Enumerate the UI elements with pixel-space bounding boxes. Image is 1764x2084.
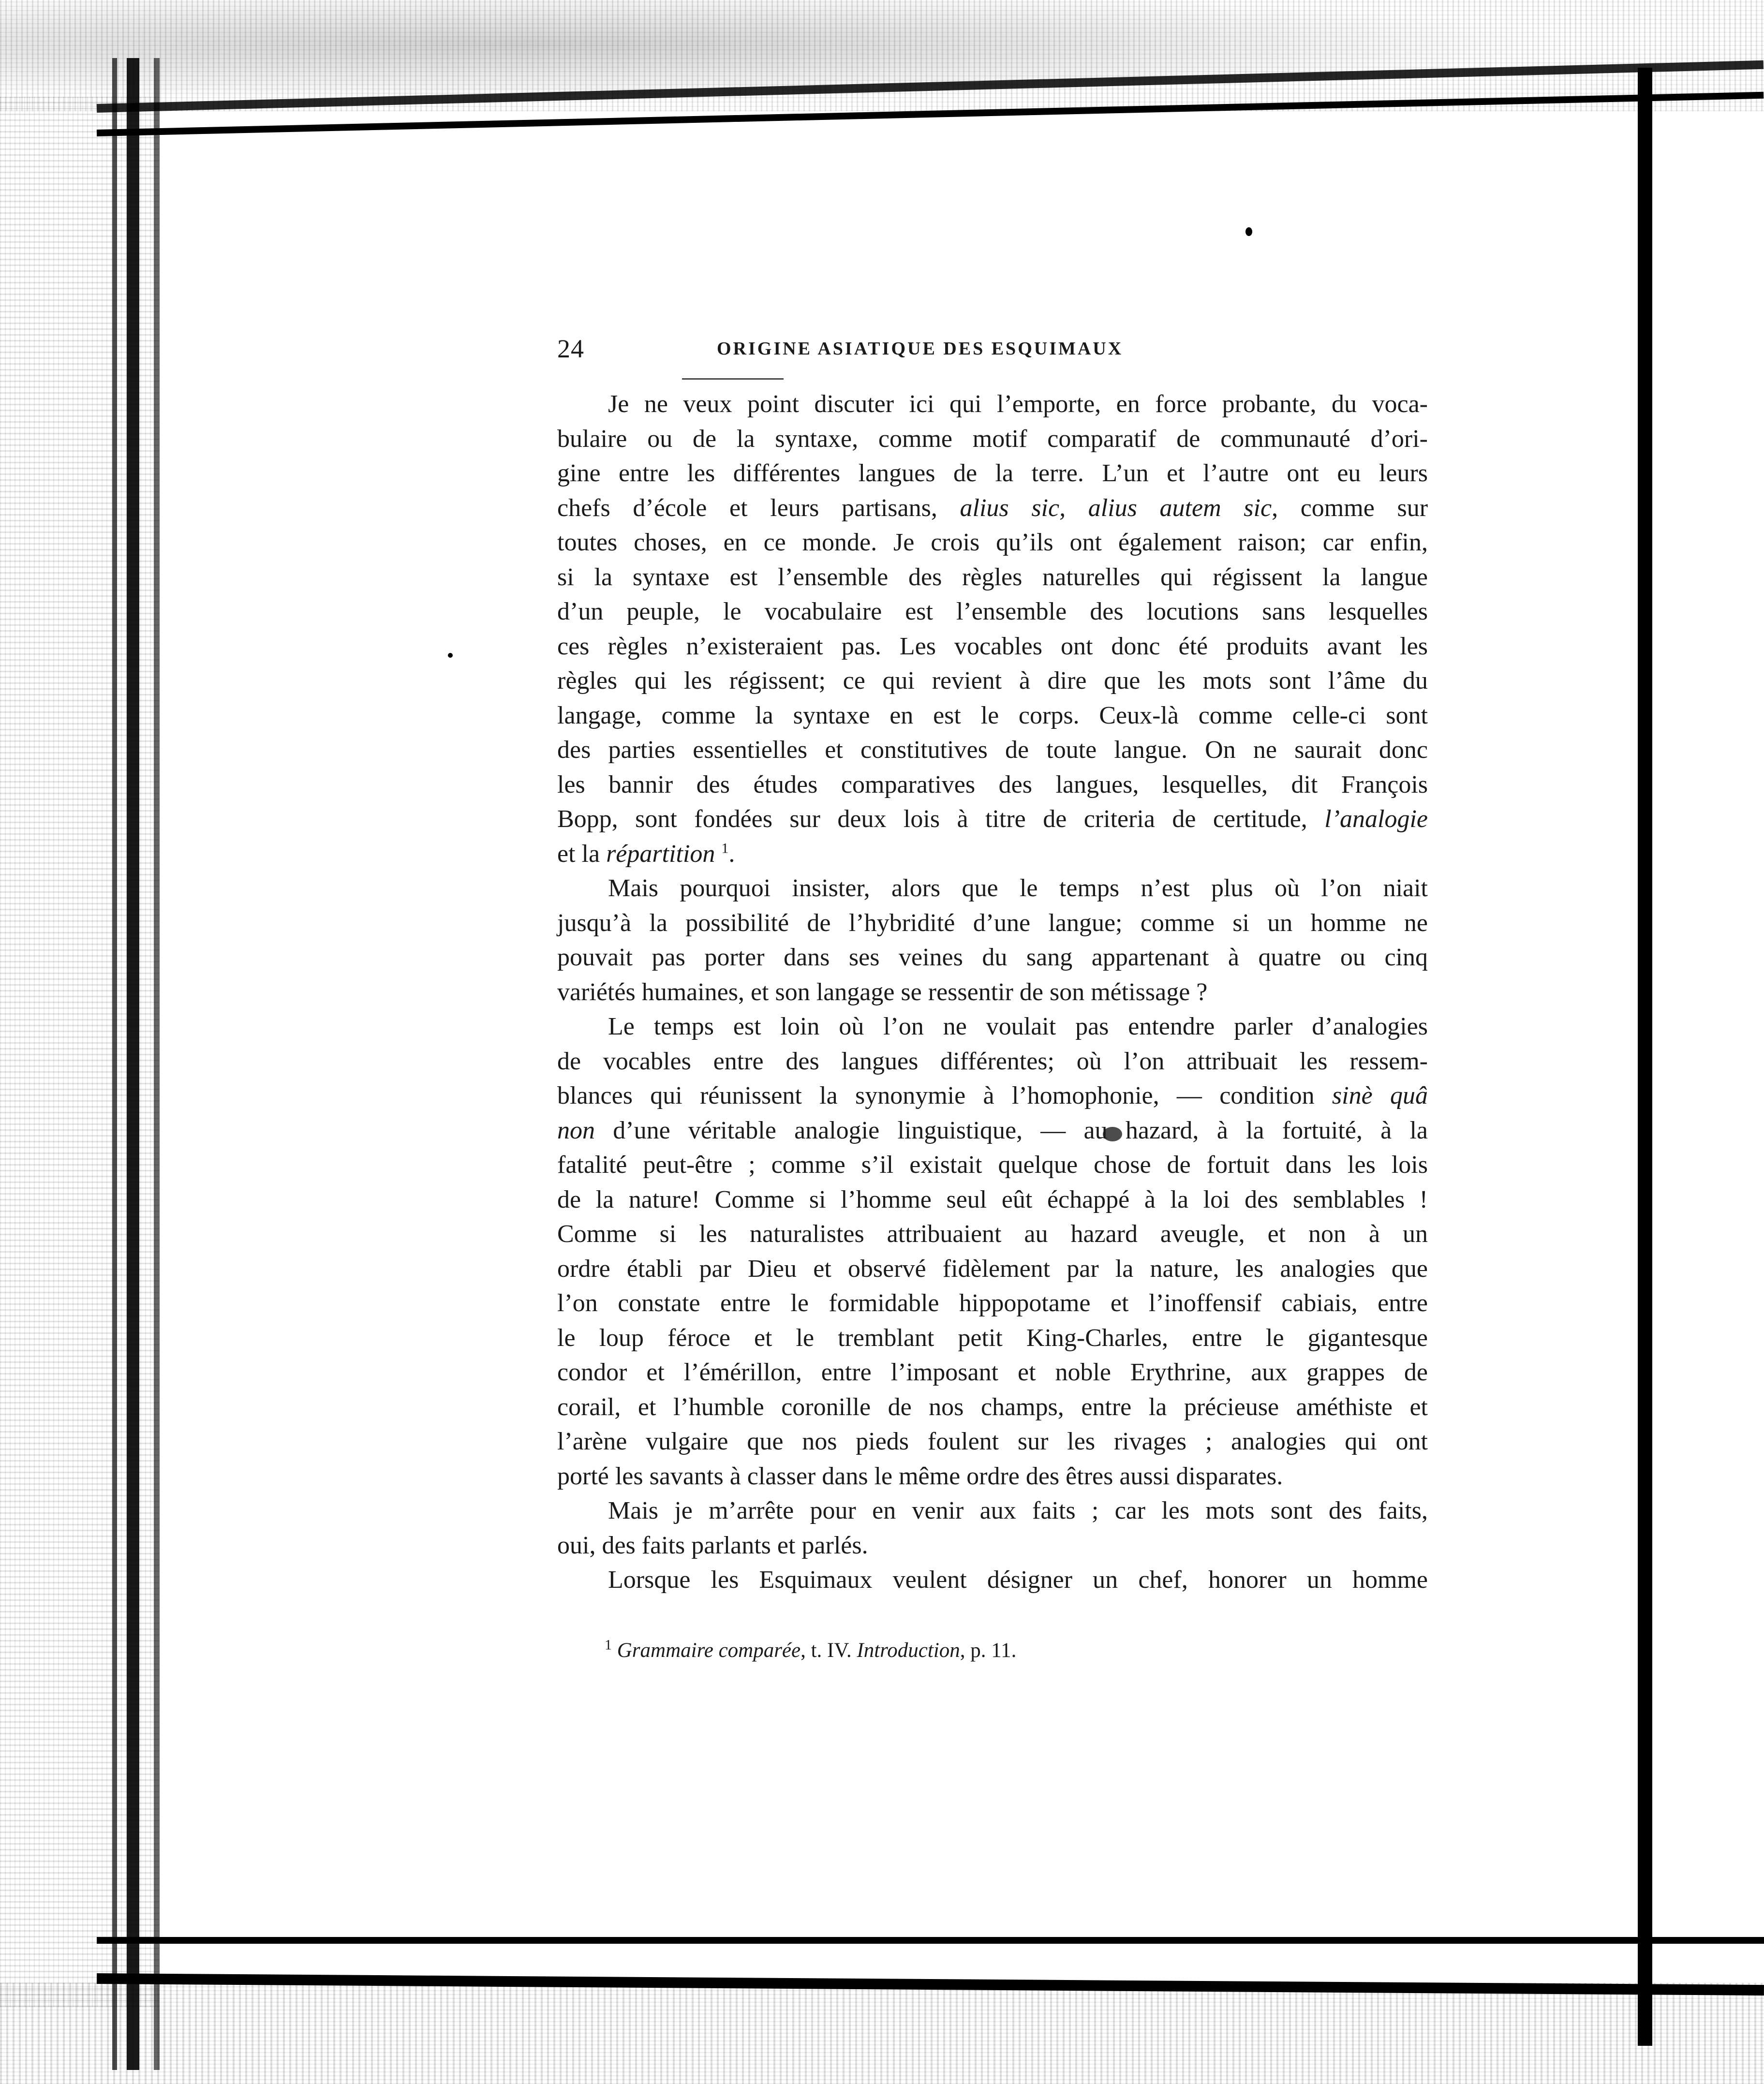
- text-line: [557, 1217, 1428, 1252]
- text-line: [557, 456, 1428, 491]
- text-line: [557, 1148, 1428, 1182]
- text-line: [557, 491, 1428, 526]
- text-line: [557, 733, 1428, 768]
- scan-border-bottom: [0, 1983, 1764, 2084]
- footnote-marker: 1: [605, 1637, 612, 1653]
- text-run: Mais pourquoi insister, alors que le temps n’est plus où l’on niait: [608, 874, 1428, 902]
- text-line: [557, 387, 1428, 422]
- text-run: fatalité peut-être ; comme s’il existait quelque chose de fortuit dans les lois: [557, 1151, 1428, 1179]
- text-run: Comme si les naturalistes attribuaient au hazard aveugle, et non à un: [557, 1220, 1428, 1248]
- text-line: [557, 560, 1428, 595]
- text-run: ordre établi par Dieu et observé fidèlement par la nature, les analogies que: [557, 1255, 1428, 1283]
- text-run: porté les savants à classer dans le même ordre des êtres aussi disparates.: [557, 1462, 1283, 1490]
- body-text: [557, 387, 1428, 1597]
- text-run: chefs d’école et leurs partisans,: [557, 494, 960, 522]
- text-run: .: [728, 840, 735, 868]
- text-run: l’arène vulgaire que nos pieds foulent sur les rivages ; analogies qui ont: [557, 1428, 1428, 1455]
- text-line: [557, 594, 1428, 629]
- running-head: [557, 332, 1442, 366]
- text-run: Bopp, sont fondées sur deux lois à titre de criteria de certitude,: [557, 805, 1325, 833]
- text-run: si la syntaxe est l’ensemble des règles naturelles qui régissent la langue: [557, 563, 1428, 591]
- text-run: Je ne veux point discuter ici qui l’emporte, en force probante, du voca-: [608, 390, 1428, 418]
- text-line: [557, 1252, 1428, 1286]
- italic-text: Grammaire comparée: [617, 1639, 801, 1662]
- text-run: corail, et l’humble coronille de nos champs, entre la précieuse améthiste et: [557, 1393, 1428, 1421]
- text-line: [557, 1459, 1428, 1494]
- text-run: blances qui réunissent la synonymie à l’homophonie, — condition: [557, 1082, 1332, 1109]
- text-run: les bannir des études comparatives des langues, lesquelles, dit François: [557, 770, 1428, 798]
- text-run: variétés humaines, et son langage se ressentir de son métissage ?: [557, 978, 1208, 1006]
- text-run: , comme sur: [1272, 494, 1428, 522]
- text-run: le loup féroce et le tremblant petit King-Charles, entre le gigantesque: [557, 1324, 1428, 1352]
- text-run: , p. 11.: [960, 1639, 1017, 1662]
- text-line: [557, 422, 1428, 457]
- text-run: [715, 840, 721, 868]
- text-run: gine entre les différentes langues de la terre. L’un et l’autre ont eu leurs: [557, 459, 1428, 487]
- text-run: l’on constate entre le formidable hippopotame et l’inoffensif cabiais, entre: [557, 1289, 1428, 1317]
- text-line: [557, 1079, 1428, 1113]
- text-line: [557, 1113, 1428, 1148]
- text-run: pouvait pas porter dans ses veines du sang appartenant à quatre ou cinq: [557, 944, 1428, 971]
- text-line: [557, 1390, 1428, 1425]
- text-line: [557, 906, 1428, 941]
- text-run: d’un peuple, le vocabulaire est l’ensemble des locutions sans lesquelles: [557, 598, 1428, 625]
- text-run: , t. IV.: [800, 1639, 857, 1662]
- text-line: [557, 1182, 1428, 1217]
- text-line: [557, 1355, 1428, 1390]
- italic-text: répartition: [606, 840, 715, 868]
- running-title: ORIGINE ASIATIQUE DES ESQUIMAUX: [717, 339, 1124, 359]
- text-run: règles qui les régissent; ce qui revient à dire que les mots sont l’âme du: [557, 667, 1428, 695]
- italic-text: sinè quâ: [1332, 1082, 1428, 1109]
- text-line: [557, 1493, 1428, 1528]
- text-line: [557, 871, 1428, 906]
- italic-text: Introduction: [857, 1639, 960, 1662]
- text-run: de vocables entre des langues différentes; où l’on attribuait les ressem-: [557, 1047, 1428, 1075]
- text-run: toutes choses, en ce monde. Je crois qu’ils ont également raison; car enfin,: [557, 529, 1428, 556]
- header-divider: [682, 378, 784, 380]
- text-line: [557, 768, 1428, 802]
- border-rule-left-thin: [112, 58, 117, 2070]
- text-line: [557, 975, 1428, 1010]
- text-line: [557, 1044, 1428, 1079]
- border-rule-left-inner: [154, 58, 160, 2070]
- text-line: [557, 1321, 1428, 1356]
- italic-text: alius sic, alius autem sic: [960, 494, 1272, 522]
- text-line: [557, 1563, 1428, 1597]
- text-run: langage, comme la syntaxe en est le corps. Ceux-là comme celle-ci sont: [557, 701, 1428, 729]
- text-line: [557, 802, 1428, 837]
- text-run: Lorsque les Esquimaux veulent désigner un chef, honorer un homme: [608, 1566, 1428, 1594]
- text-run: ces règles n’existeraient pas. Les vocables ont donc été produits avant les: [557, 632, 1428, 660]
- text-line: [557, 1009, 1428, 1044]
- text-run: oui, des faits parlants et parlés.: [557, 1531, 868, 1559]
- italic-text: non: [557, 1116, 595, 1144]
- scan-speck: [448, 653, 453, 658]
- text-line: [557, 837, 1428, 872]
- text-run: condor et l’émérillon, entre l’imposant et noble Erythrine, aux grappes de: [557, 1359, 1428, 1386]
- text-run: Mais je m’arrête pour en venir aux faits ; car les mots sont des faits,: [608, 1497, 1428, 1524]
- scan-speck: [1245, 227, 1252, 236]
- text-run: jusqu’à la possibilité de l’hybridité d’une langue; comme si un homme ne: [557, 909, 1428, 937]
- page-number: 24: [557, 334, 584, 363]
- scan-border-top: [0, 0, 1764, 111]
- text-line: [557, 664, 1428, 698]
- border-rule-right: [1638, 68, 1652, 2046]
- text-line: [557, 1286, 1428, 1321]
- text-line: [557, 698, 1428, 733]
- text-run: d’une véritable analogie linguistique, — au hazard, à la fortuité, à la: [595, 1116, 1428, 1144]
- text-run: des parties essentielles et constitutives de toute langue. On ne saurait donc: [557, 736, 1428, 764]
- text-line: [557, 1528, 1428, 1563]
- text-line: [557, 940, 1428, 975]
- footnote-reference: 1: [721, 840, 729, 857]
- text-line: [557, 525, 1428, 560]
- text-run: bulaire ou de la syntaxe, comme motif comparatif de communauté d’ori-: [557, 425, 1428, 453]
- text-run: Le temps est loin où l’on ne voulait pas entendre parler d’analogies: [608, 1013, 1428, 1040]
- border-rule-left: [127, 58, 139, 2070]
- text-line: [557, 1424, 1428, 1459]
- footnote: [605, 1636, 1475, 1665]
- text-run: et la: [557, 840, 607, 868]
- border-rule-bottom: [97, 1937, 1764, 1944]
- text-line: [557, 629, 1428, 664]
- italic-text: l’analogie: [1324, 805, 1428, 833]
- text-run: de la nature! Comme si l’homme seul eût échappé à la loi des semblables !: [557, 1185, 1428, 1213]
